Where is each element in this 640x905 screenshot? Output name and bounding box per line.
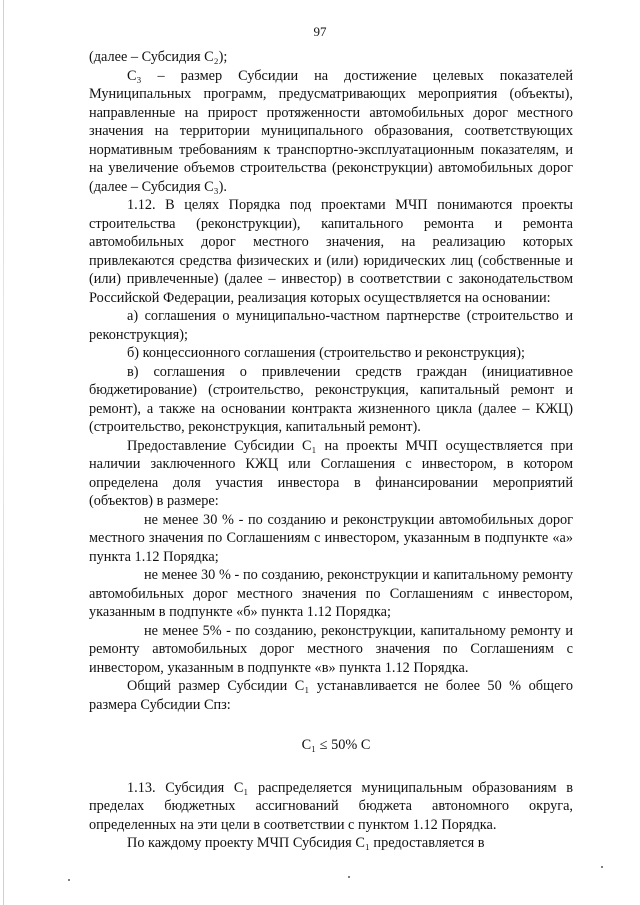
paragraph-1-12: 1.12. В целях Порядка под проектами МЧП понимаются проекты строительства (реконструкции), капитального ремонта и ремонта автомобильных дорог местного значения, на реализацию которых привлекаются средства физических и (или) юридических лиц (собственные и (или) привлеченные) (далее – инвестор) в соответствии с законодательством Российской Федерации, реализация которых осуществляется на основании: bbox=[89, 197, 573, 306]
condition-30-percent-a: не менее 30 % - по созданию и реконструкции автомобильных дорог местного значения по Соглашениям с инвестором, указанным в подпункте «а» пункта 1.12 Порядка; bbox=[89, 511, 573, 565]
page-edge-shadow bbox=[3, 0, 4, 905]
paragraph-mchp-project: По каждому проекту МЧП Субсидия С₁ предоставляется в bbox=[127, 835, 485, 851]
paragraph-subsidy-c1-total: Общий размер Субсидии С₁ устанавливается не более 50 % общего размера Субсидии Спз: bbox=[89, 678, 573, 713]
page-number: 97 bbox=[313, 24, 327, 39]
list-item-a: а) соглашения о муниципально-частном партнерстве (строительство и реконструкция); bbox=[89, 308, 573, 343]
paragraph-subsidy-c3: С₃ – размер Субсидии на достижение целевых показателей Муниципальных программ, предусматривающих мероприятия (объекты), направленные на прирост протяженности автомобильных дорог местного значения на территории муниципального образования, соответствующих нормативным требованиям к транспортно-эксплуатационным показателям, и на увеличение объемов строительства (реконструкции) автомобильных дорог (далее – Субсидия С₃). bbox=[89, 67, 573, 195]
list-item-v: в) соглашения о привлечении средств граждан (инициативное бюджетирование) (строительство, реконструкция, капитальный ремонт и ремонт), а также на основании контракта жизненного цикла (далее – КЖЦ) (строительство, реконструкция, капитальный ремонт). bbox=[89, 363, 573, 435]
paragraph-1-13: 1.13. Субсидия С₁ распределяется муниципальным образованиям в пределах бюджетных ассигнований бюджета автономного округа, определенных на эти цели в соответствии с пунктом 1.12 Порядка. bbox=[89, 779, 573, 833]
scan-speck bbox=[68, 879, 70, 881]
list-item-b: б) концессионного соглашения (строительство и реконструкция); bbox=[127, 345, 525, 361]
document-body bbox=[89, 48, 573, 853]
scan-speck bbox=[601, 866, 603, 868]
condition-5-percent-v: не менее 5% - по созданию, реконструкции, капитальному ремонту и ремонту автомобильных дорог местного значения по Соглашениям с инвестором, указанным в подпункте «в» пункта 1.12 Порядка. bbox=[89, 622, 573, 676]
condition-30-percent-b: не менее 30 % - по созданию, реконструкции и капитальному ремонту автомобильных дорог местного значения по Соглашениям с инвестором, указанным в подпункте «б» пункта 1.12 Порядка; bbox=[89, 567, 573, 620]
paragraph-subsidy-c2-end: (далее – Субсидия С₂); bbox=[89, 49, 228, 65]
scan-speck bbox=[348, 876, 350, 878]
paragraph-subsidy-c1-conditions: Предоставление Субсидии С₁ на проекты МЧП осуществляется при наличии заключенного КЖЦ или Соглашения с инвестором, в котором определена доля участия инвестора в финансировании мероприятий (объектов) в размере: bbox=[89, 437, 573, 509]
formula-c1: С₁ ≤ 50% С bbox=[301, 737, 371, 753]
